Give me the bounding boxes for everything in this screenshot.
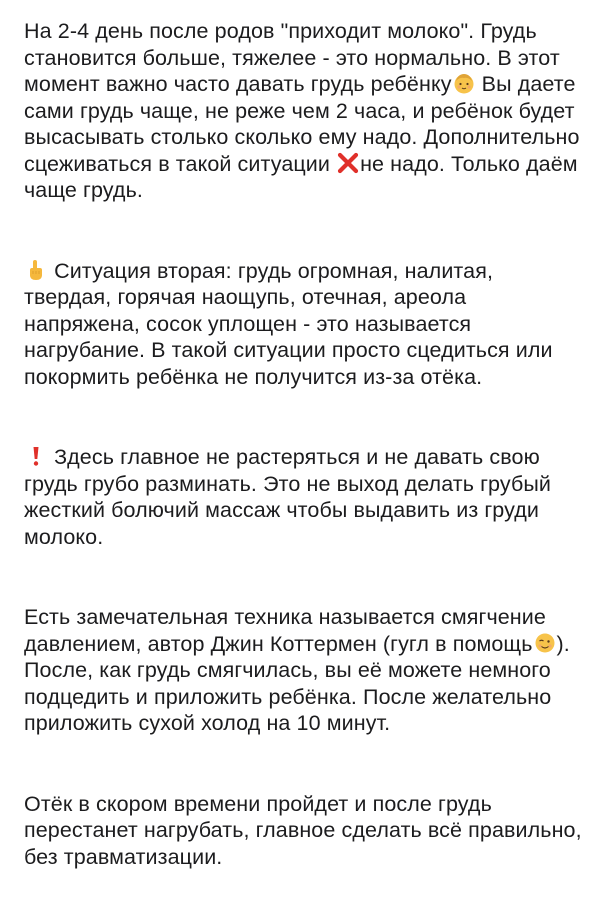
paragraph-text: Есть замечательная техника называется смягчение давлением, автор Джин Коттермен (гугл в помощь [24, 605, 546, 656]
baby-face-emoji [452, 72, 476, 94]
cross-mark-emoji [336, 152, 360, 174]
paragraph-text: Вы даете сами грудь чаще, не реже чем 2 часа, и ребёнок будет высасывать столько сколько ему надо. Дополнительно сцеживаться в такой ситуации [24, 72, 580, 176]
paragraph-3 [24, 444, 584, 550]
pointing-up-hand-emoji [24, 259, 48, 281]
paragraph-4 [24, 604, 584, 737]
paragraph-text: Ситуация вторая: грудь огромная, налитая, твердая, горячая наощупь, отечная, ареола напряжена, сосок уплощен - это называется нагрубание. В такой ситуации просто сцедиться или покормить ребёнка не получится из-за отёка. [24, 258, 553, 389]
paragraph-text: не надо. Только даём чаще грудь. [24, 151, 578, 202]
exclamation-mark-emoji [24, 445, 48, 467]
winking-face-emoji [533, 632, 557, 654]
paragraph-text: Здесь главное не растеряться и не давать свою грудь грубо разминать. Это не выход делать грубый жесткий болючий массаж чтобы выдавить из груди молоко. [24, 445, 552, 549]
paragraph-5 [24, 791, 584, 871]
paragraph-text: ). После, как грудь смягчилась, вы её можете немного подцедить и приложить ребёнка. После желательно приложить сухой холод на 10 минут. [24, 631, 570, 735]
paragraph-text: На 2-4 день после родов "приходит молоко". Грудь становится больше, тяжелее - это нормально. В этот момент важно часто давать грудь ребёнку [24, 19, 560, 96]
paragraph-text: Отёк в скором времени пройдет и после грудь перестанет нагрубать, главное сделать всё правильно, без травматизации. [24, 791, 582, 869]
article-text [24, 18, 584, 924]
paragraph-1 [24, 18, 584, 204]
paragraph-2 [24, 258, 584, 391]
